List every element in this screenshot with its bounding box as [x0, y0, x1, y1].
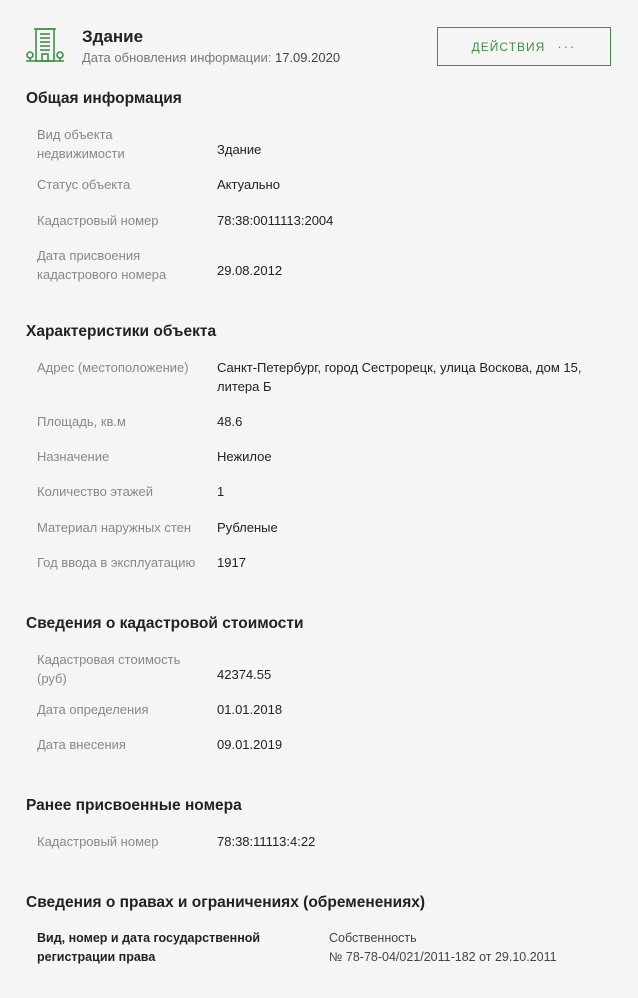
row-value: 09.01.2019 — [217, 737, 283, 752]
row-label: Вид объекта недвижимости — [37, 127, 125, 161]
row-label: Материал наружных стен — [37, 520, 192, 535]
row-label: Кадастровый номер — [37, 834, 159, 849]
section-title-previous-numbers: Ранее присвоенные номера — [26, 797, 242, 814]
row-label: Площадь, кв.м — [37, 414, 126, 429]
row-value: 42374.55 — [217, 667, 272, 682]
row-value: 48.6 — [217, 414, 243, 429]
row-label: Статус объекта — [37, 177, 131, 192]
actions-label: ДЕЙСТВИЯ — [471, 39, 546, 54]
building-icon — [26, 26, 64, 66]
row-label: Дата внесения — [37, 737, 126, 752]
row-value: Рубленые — [217, 520, 278, 535]
update-label: Дата обновления информации: — [82, 50, 272, 65]
row-label: Адрес (местоположение) — [37, 360, 189, 375]
row-label: Дата присвоения кадастрового номера — [37, 248, 167, 282]
row-label: Год ввода в эксплуатацию — [37, 555, 196, 570]
row-value: 01.01.2018 — [217, 702, 283, 717]
rights-label: Вид, номер и дата государственной регистрации права — [37, 931, 261, 964]
section-title-general: Общая информация — [26, 90, 182, 107]
row-value: 1917 — [217, 555, 246, 570]
row-label: Кадастровый номер — [37, 213, 159, 228]
rights-registration-number: № 78-78-04/021/2011-182 от 29.10.2011 — [329, 950, 557, 964]
row-label: Кадастровая стоимость (руб) — [37, 652, 181, 686]
page-title: Здание — [82, 27, 144, 46]
more-dots-icon: ··· — [557, 39, 577, 54]
row-label: Количество этажей — [37, 484, 153, 499]
section-title-characteristics: Характеристики объекта — [26, 323, 217, 340]
rights-type: Собственность — [329, 931, 417, 945]
row-value: 29.08.2012 — [217, 263, 283, 278]
rights-value — [329, 929, 619, 967]
row-value: 78:38:0011113:2004 — [217, 213, 334, 228]
section-title-cadastral-value: Сведения о кадастровой стоимости — [26, 615, 304, 632]
row-value: 78:38:11113:4:22 — [217, 834, 316, 849]
row-value: Здание — [217, 142, 262, 157]
object-header — [0, 0, 638, 80]
actions-button[interactable] — [437, 27, 611, 66]
row-value: 1 — [217, 484, 225, 499]
section-title-rights: Сведения о правах и ограничениях (обременениях) — [26, 894, 426, 911]
row-label: Назначение — [37, 449, 110, 464]
row-value: Нежилое — [217, 449, 272, 464]
row-value: Санкт-Петербург, город Сестрорецк, улица Воскова, дом 15, литера Б — [217, 360, 582, 394]
row-value: Актуально — [217, 177, 280, 192]
row-label: Дата определения — [37, 702, 149, 717]
update-date: 17.09.2020 — [274, 50, 341, 65]
update-info — [82, 50, 340, 65]
